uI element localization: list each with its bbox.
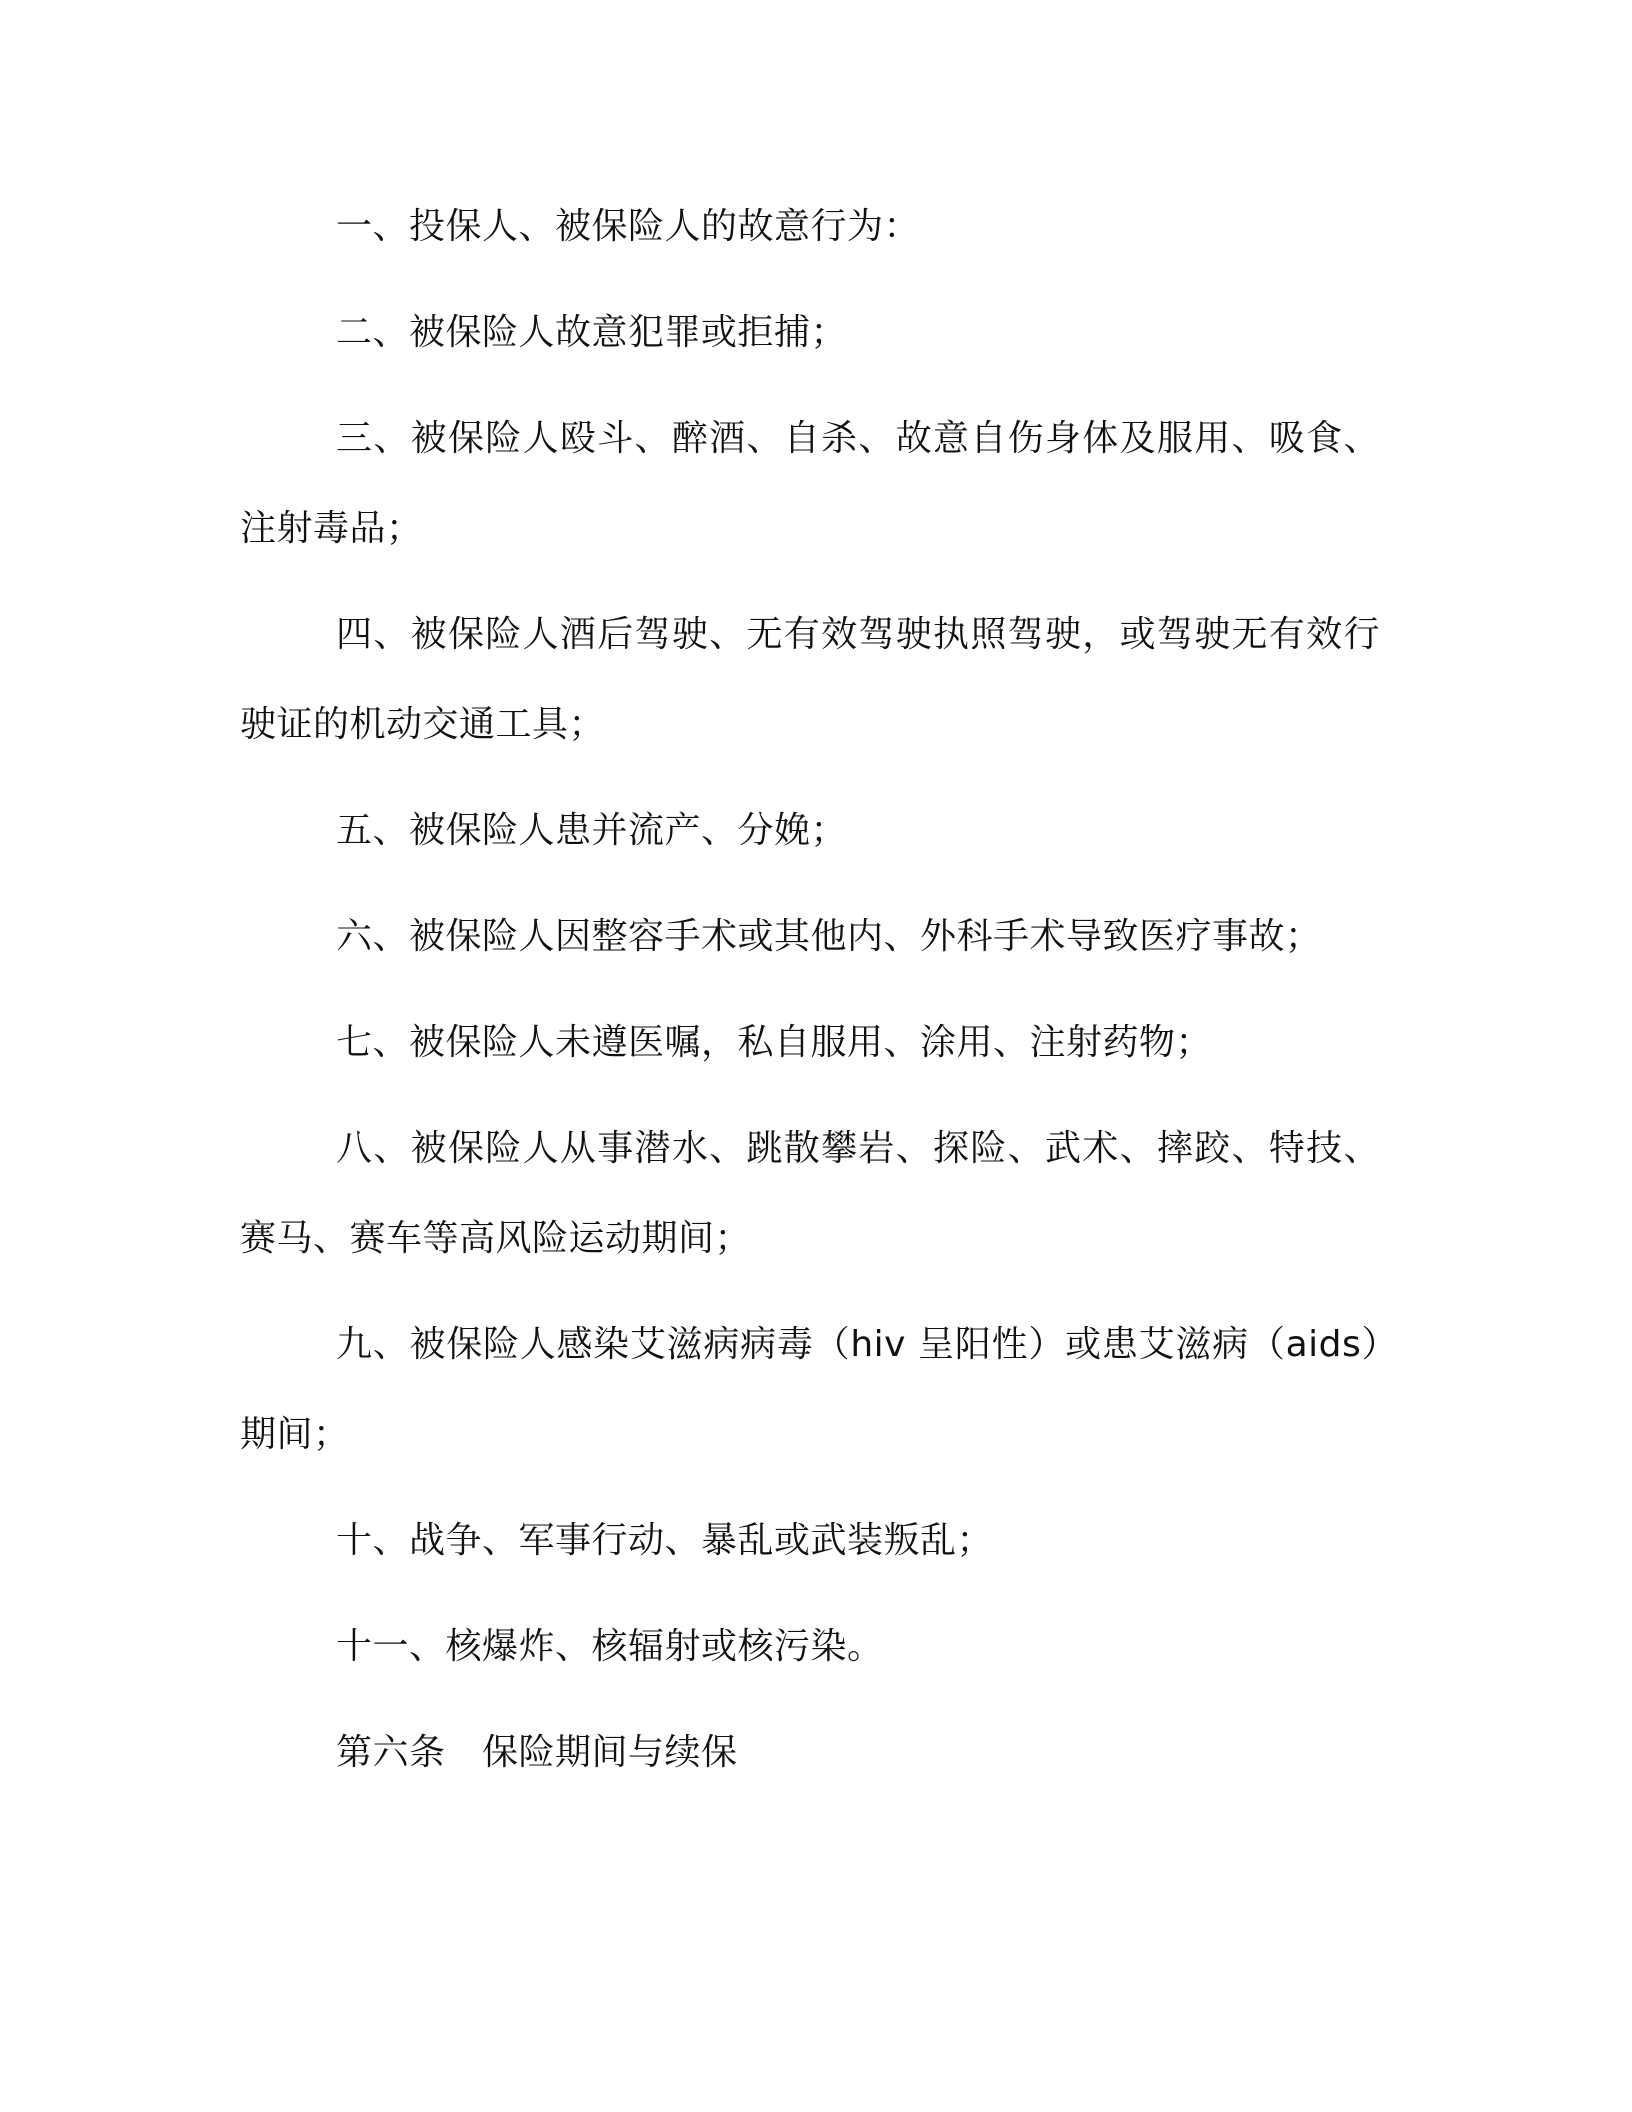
clause-item-3: 三、被保险人殴斗、醉酒、自杀、故意自伤身体及服用、吸食、注射毒品； [240, 418, 1380, 549]
clause-item-9: 九、被保险人感染艾滋病病毒（hiv 呈阳性）或患艾滋病（aids）期间； [240, 1324, 1380, 1455]
clause-item-5: 五、被保险人患并流产、分娩； [336, 810, 848, 851]
clause-item-4: 四、被保险人酒后驾驶、无有效驾驶执照驾驶，或驾驶无有效行驶证的机动交通工具； [240, 614, 1380, 745]
clause-item-7: 七、被保险人未遵医嘱，私自服用、涂用、注射药物； [336, 1022, 1213, 1063]
section-heading: 第六条 保险期间与续保 [336, 1732, 738, 1773]
clause-item-6: 六、被保险人因整容手术或其他内、外科手术导致医疗事故； [336, 916, 1322, 957]
document-body [240, 182, 1380, 1814]
clause-item-8: 八、被保险人从事潜水、跳散攀岩、探险、武术、摔跤、特技、赛马、赛车等高风险运动期间； [240, 1128, 1380, 1259]
clause-item-11: 十一、核爆炸、核辐射或核污染。 [336, 1626, 884, 1667]
clause-item-1: 一、投保人、被保险人的故意行为： [336, 206, 921, 247]
clause-item-2: 二、被保险人故意犯罪或拒捕； [336, 312, 848, 353]
clause-item-10: 十、战争、军事行动、暴乱或武装叛乱； [336, 1520, 994, 1561]
